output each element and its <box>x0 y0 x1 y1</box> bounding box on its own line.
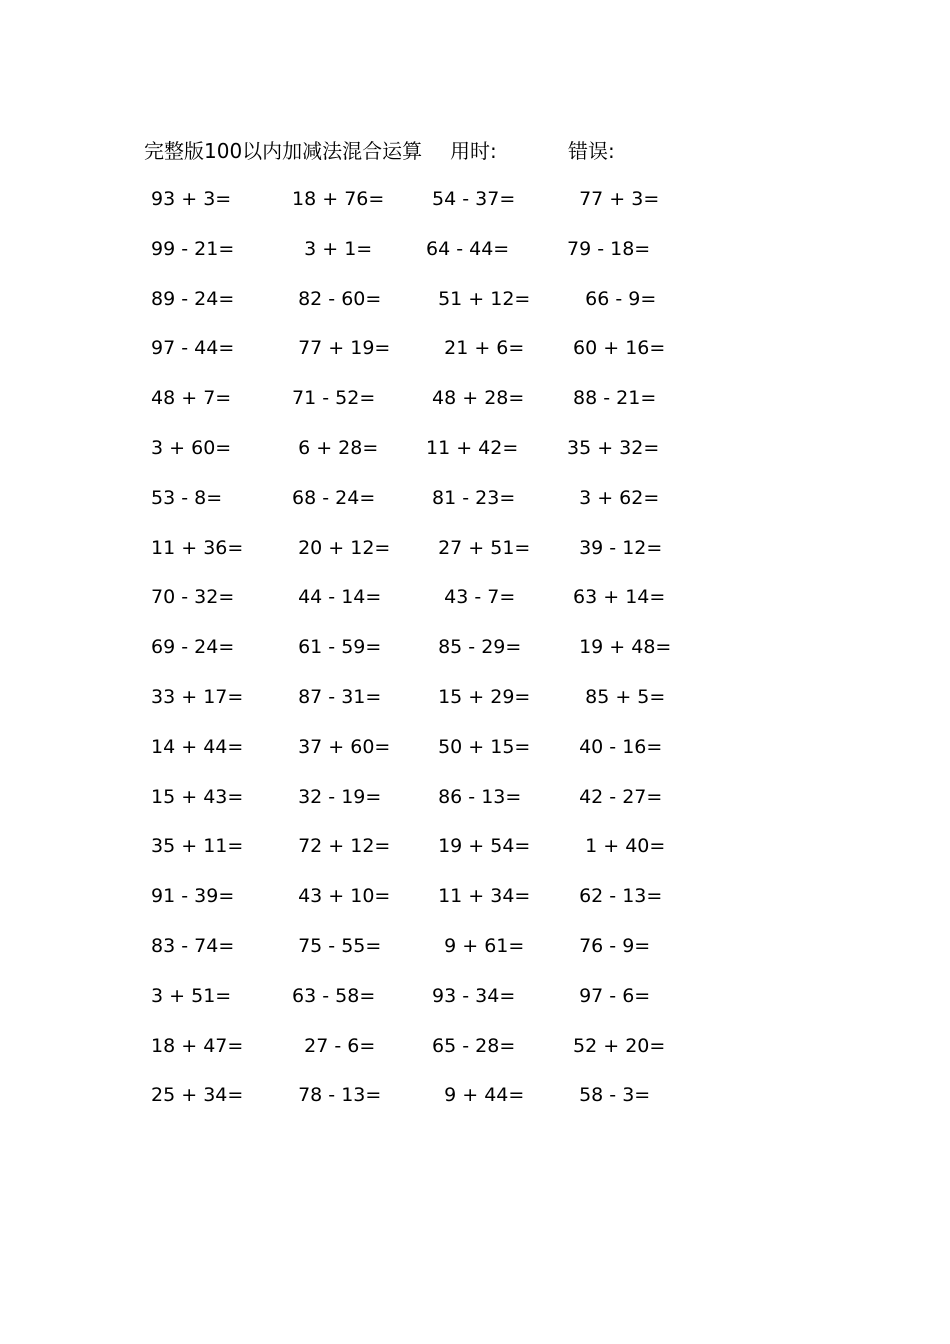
math-problem: 75 - 55= <box>286 934 382 957</box>
math-problem: 20 + 12= <box>286 536 391 559</box>
time-label: 用时: <box>450 139 497 163</box>
math-problem: 11 + 42= <box>426 436 519 459</box>
math-problem: 11 + 36= <box>145 536 244 559</box>
error-label: 错误: <box>568 139 615 163</box>
math-problem: 85 + 5= <box>567 685 666 708</box>
math-problem: 97 - 44= <box>145 337 235 360</box>
math-problem: 6 + 28= <box>286 436 379 459</box>
math-problem: 33 + 17= <box>145 685 244 708</box>
math-problem: 69 - 24= <box>145 636 235 659</box>
math-problem: 60 + 16= <box>567 337 666 360</box>
math-problem: 43 - 7= <box>426 586 516 609</box>
problem-row <box>0 881 950 931</box>
math-problem: 32 - 19= <box>286 785 382 808</box>
math-problem: 87 - 31= <box>286 685 382 708</box>
problem-row <box>0 931 950 981</box>
math-problem: 53 - 8= <box>145 486 223 509</box>
math-problem: 9 + 61= <box>426 934 525 957</box>
problem-row <box>0 483 950 533</box>
math-problem: 66 - 9= <box>567 287 657 310</box>
problem-row <box>0 284 950 334</box>
math-problem: 93 + 3= <box>145 188 232 210</box>
math-problem: 48 + 28= <box>426 387 525 410</box>
problem-row <box>0 831 950 881</box>
math-problem: 14 + 44= <box>145 735 244 758</box>
math-problem: 72 + 12= <box>286 835 391 858</box>
problem-row <box>0 732 950 782</box>
math-problem: 61 - 59= <box>286 636 382 659</box>
problem-row <box>0 981 950 1031</box>
math-problem: 64 - 44= <box>426 237 510 260</box>
math-problem: 3 + 1= <box>286 237 373 260</box>
problem-row <box>0 234 950 284</box>
math-problem: 3 + 62= <box>567 486 660 509</box>
math-problem: 50 + 15= <box>426 735 531 758</box>
problem-row <box>0 1080 950 1130</box>
math-problem: 89 - 24= <box>145 287 235 310</box>
math-problem: 54 - 37= <box>426 188 516 210</box>
math-problem: 40 - 16= <box>567 735 663 758</box>
math-problem: 43 + 10= <box>286 885 391 908</box>
math-problem: 63 + 14= <box>567 586 666 609</box>
problem-row <box>0 582 950 632</box>
math-problem: 35 + 32= <box>567 436 660 459</box>
problem-grid <box>0 184 950 1130</box>
math-problem: 25 + 34= <box>145 1084 244 1107</box>
math-problem: 85 - 29= <box>426 636 522 659</box>
math-problem: 35 + 11= <box>145 835 244 858</box>
problem-row <box>0 782 950 832</box>
math-problem: 3 + 60= <box>145 436 232 459</box>
math-problem: 91 - 39= <box>145 885 235 908</box>
math-problem: 78 - 13= <box>286 1084 382 1107</box>
math-problem: 27 + 51= <box>426 536 531 559</box>
math-problem: 18 + 76= <box>286 188 385 210</box>
math-problem: 1 + 40= <box>567 835 666 858</box>
math-problem: 48 + 7= <box>145 387 232 410</box>
math-problem: 81 - 23= <box>426 486 516 509</box>
math-problem: 3 + 51= <box>145 984 232 1007</box>
math-problem: 37 + 60= <box>286 735 391 758</box>
problem-row <box>0 632 950 682</box>
math-problem: 71 - 52= <box>286 387 376 410</box>
math-problem: 42 - 27= <box>567 785 663 808</box>
math-problem: 70 - 32= <box>145 586 235 609</box>
math-problem: 11 + 34= <box>426 885 531 908</box>
problem-row <box>0 1031 950 1081</box>
math-problem: 15 + 43= <box>145 785 244 808</box>
worksheet-header <box>0 136 950 166</box>
math-problem: 58 - 3= <box>567 1084 651 1107</box>
problem-row <box>0 383 950 433</box>
math-problem: 19 + 48= <box>567 636 672 659</box>
math-problem: 18 + 47= <box>145 1034 244 1057</box>
math-problem: 76 - 9= <box>567 934 651 957</box>
math-problem: 27 - 6= <box>286 1034 376 1057</box>
math-problem: 52 + 20= <box>567 1034 666 1057</box>
math-problem: 21 + 6= <box>426 337 525 360</box>
problem-row <box>0 682 950 732</box>
math-problem: 97 - 6= <box>567 984 651 1007</box>
math-problem: 79 - 18= <box>567 237 651 260</box>
math-problem: 15 + 29= <box>426 685 531 708</box>
math-problem: 62 - 13= <box>567 885 663 908</box>
math-problem: 63 - 58= <box>286 984 376 1007</box>
math-problem: 77 + 3= <box>567 188 660 210</box>
math-problem: 86 - 13= <box>426 785 522 808</box>
problem-row <box>0 433 950 483</box>
problem-row <box>0 184 950 234</box>
math-problem: 39 - 12= <box>567 536 663 559</box>
math-problem: 83 - 74= <box>145 934 235 957</box>
math-problem: 65 - 28= <box>426 1034 516 1057</box>
math-problem: 82 - 60= <box>286 287 382 310</box>
math-problem: 88 - 21= <box>567 387 657 410</box>
problem-row <box>0 533 950 583</box>
worksheet-title: 完整版100以内加减法混合运算 <box>144 139 423 163</box>
math-problem: 9 + 44= <box>426 1084 525 1107</box>
problem-row <box>0 333 950 383</box>
math-problem: 19 + 54= <box>426 835 531 858</box>
math-problem: 44 - 14= <box>286 586 382 609</box>
math-problem: 51 + 12= <box>426 287 531 310</box>
math-problem: 77 + 19= <box>286 337 391 360</box>
math-problem: 68 - 24= <box>286 486 376 509</box>
math-problem: 99 - 21= <box>145 237 235 260</box>
math-problem: 93 - 34= <box>426 984 516 1007</box>
